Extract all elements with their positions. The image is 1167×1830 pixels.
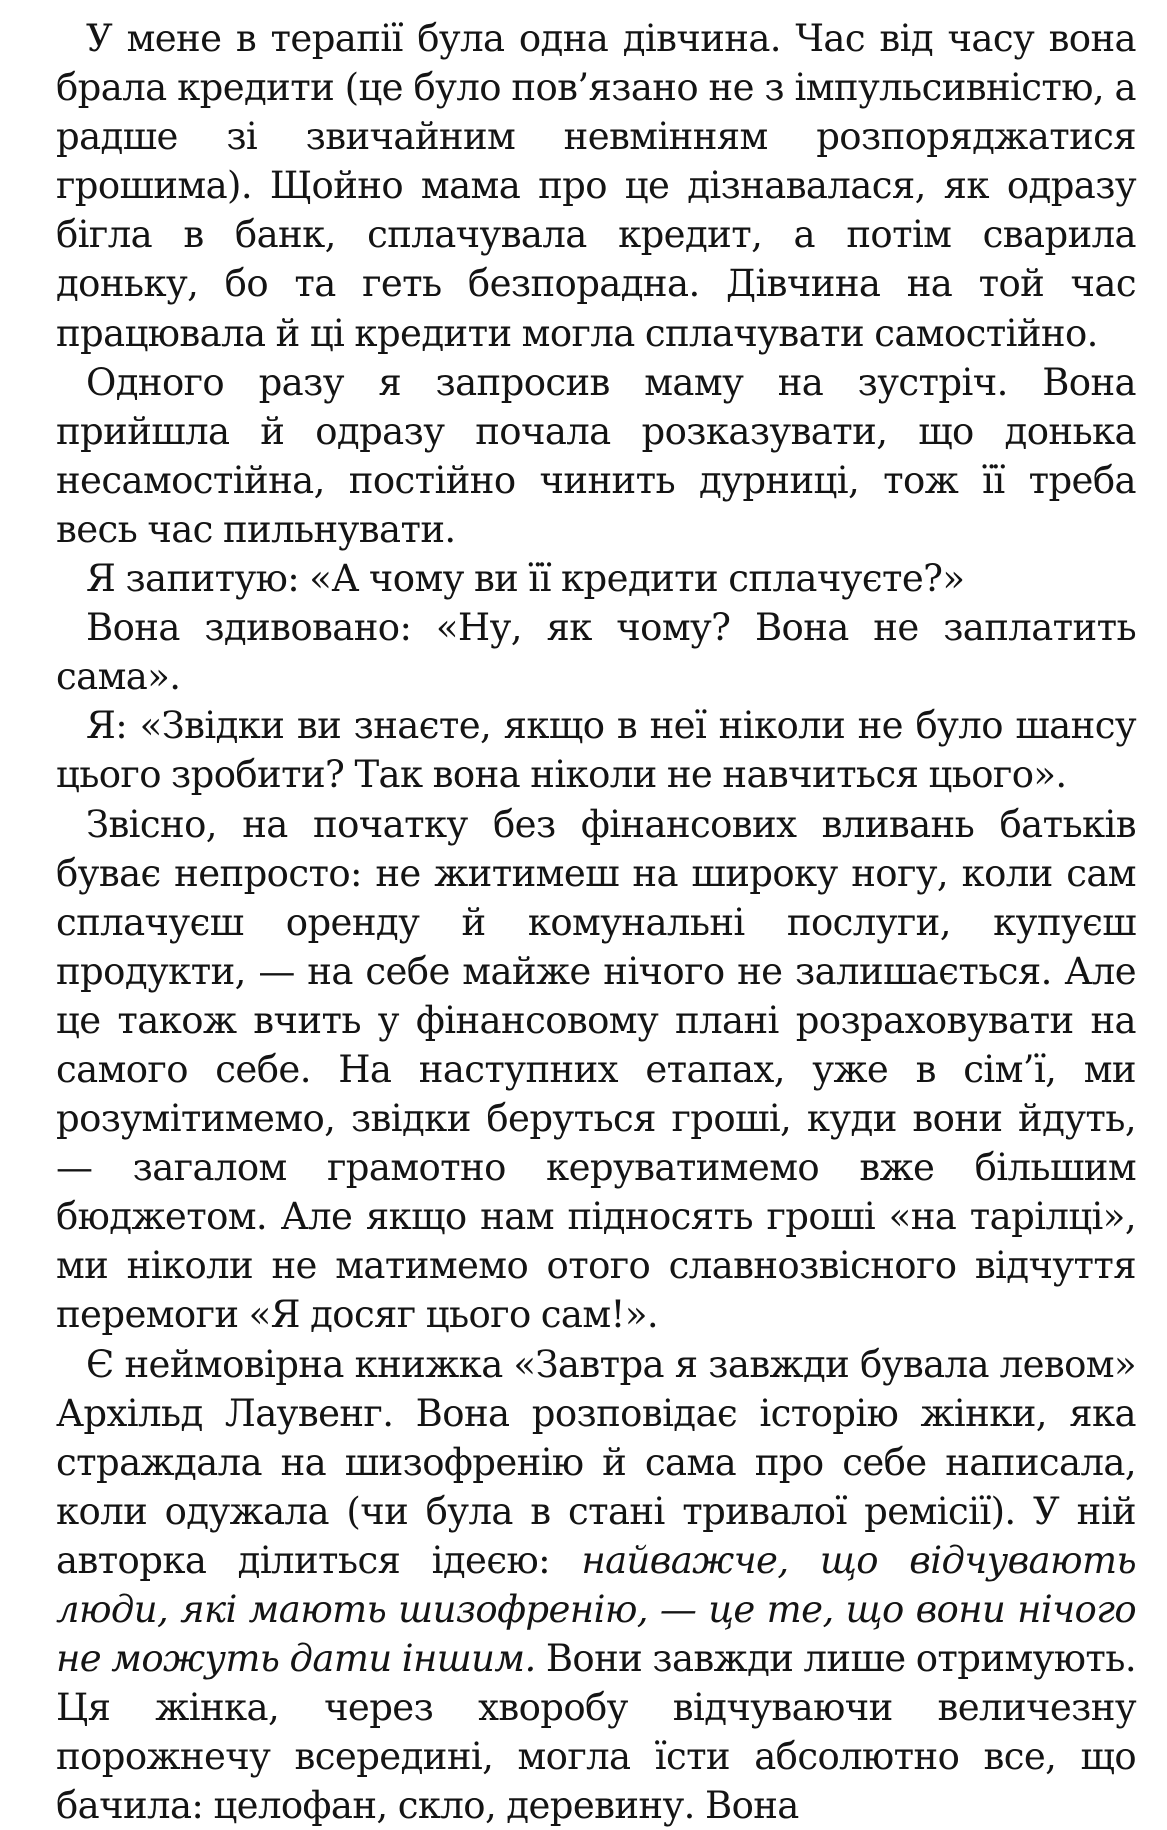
paragraph-7-italic-quote: найважче, що відчувають люди, які мають шизофренію, — це те, що вони нічого не можуть дати іншим. — [56, 1538, 1136, 1681]
paragraph-7 — [56, 1340, 1136, 1830]
paragraph-5: Я: «Звідки ви знаєте, якщо в неї ніколи не було шансу цього зробити? Так вона ніколи не навчиться цього». — [56, 704, 1136, 797]
paragraph-1: У мене в терапії була одна дівчина. Час від часу вона брала кредити (це було пов’язано не з імпульсивністю, а радше зі звичайним невмінням розпоряджатися грошима). Щойно мама про це дізнавалася, як одразу бігла в банк, сплачувала кредит, а потім сварила доньку, бо та геть безпорадна. Дівчина на той час працювала й ці кредити могла сплачувати самостійно. — [56, 17, 1136, 355]
paragraph-4: Вона здивовано: «Ну, як чому? Вона не заплатить сама». — [56, 606, 1136, 699]
paragraph-7-start: Є неймовірна книжка «Завтра я завжди бувала левом» Архільд Лаувенг. Вона розповідає історію жінки, яка страждала на шизофренію й сама про себе написала, коли одужала (чи була в стані тривалої ремісії). У ній авторка ділиться ідеєю: — [56, 1342, 1136, 1582]
paragraph-7-end: Вони завжди лише отримують. Ця жінка, через хворобу відчуваючи величезну порожнечу всередині, могла їсти абсолютно все, що бачила: целофан, скло, деревину. Вона — [56, 1637, 1136, 1828]
paragraph-2: Одного разу я запросив маму на зустріч. Вона прийшла й одразу почала розказувати, що донька несамостійна, постійно чинить дурниці, тож її треба весь час пильнувати. — [56, 360, 1136, 551]
book-page — [56, 14, 1136, 1830]
paragraph-6: Звісно, на початку без фінансових вливань батьків буває непросто: не житимеш на широку ногу, коли сам сплачуєш оренду й комунальні послуги, купуєш продукти, — на себе майже нічого не залишається. Але це також вчить у фінансовому плані розраховувати на самого себе. На наступних етапах, уже в сім’ї, ми розумітимемо, звідки беруться гроші, куди вони йдуть, — загалом грамотно керуватимемо вже більшим бюджетом. Але якщо нам підносять гроші «на тарілці», ми ніколи не матимемо отого славнозвісного відчуття перемоги «Я досяг цього сам!». — [56, 802, 1136, 1337]
paragraph-3: Я запитую: «А чому ви її кредити сплачуєте?» — [86, 557, 965, 601]
